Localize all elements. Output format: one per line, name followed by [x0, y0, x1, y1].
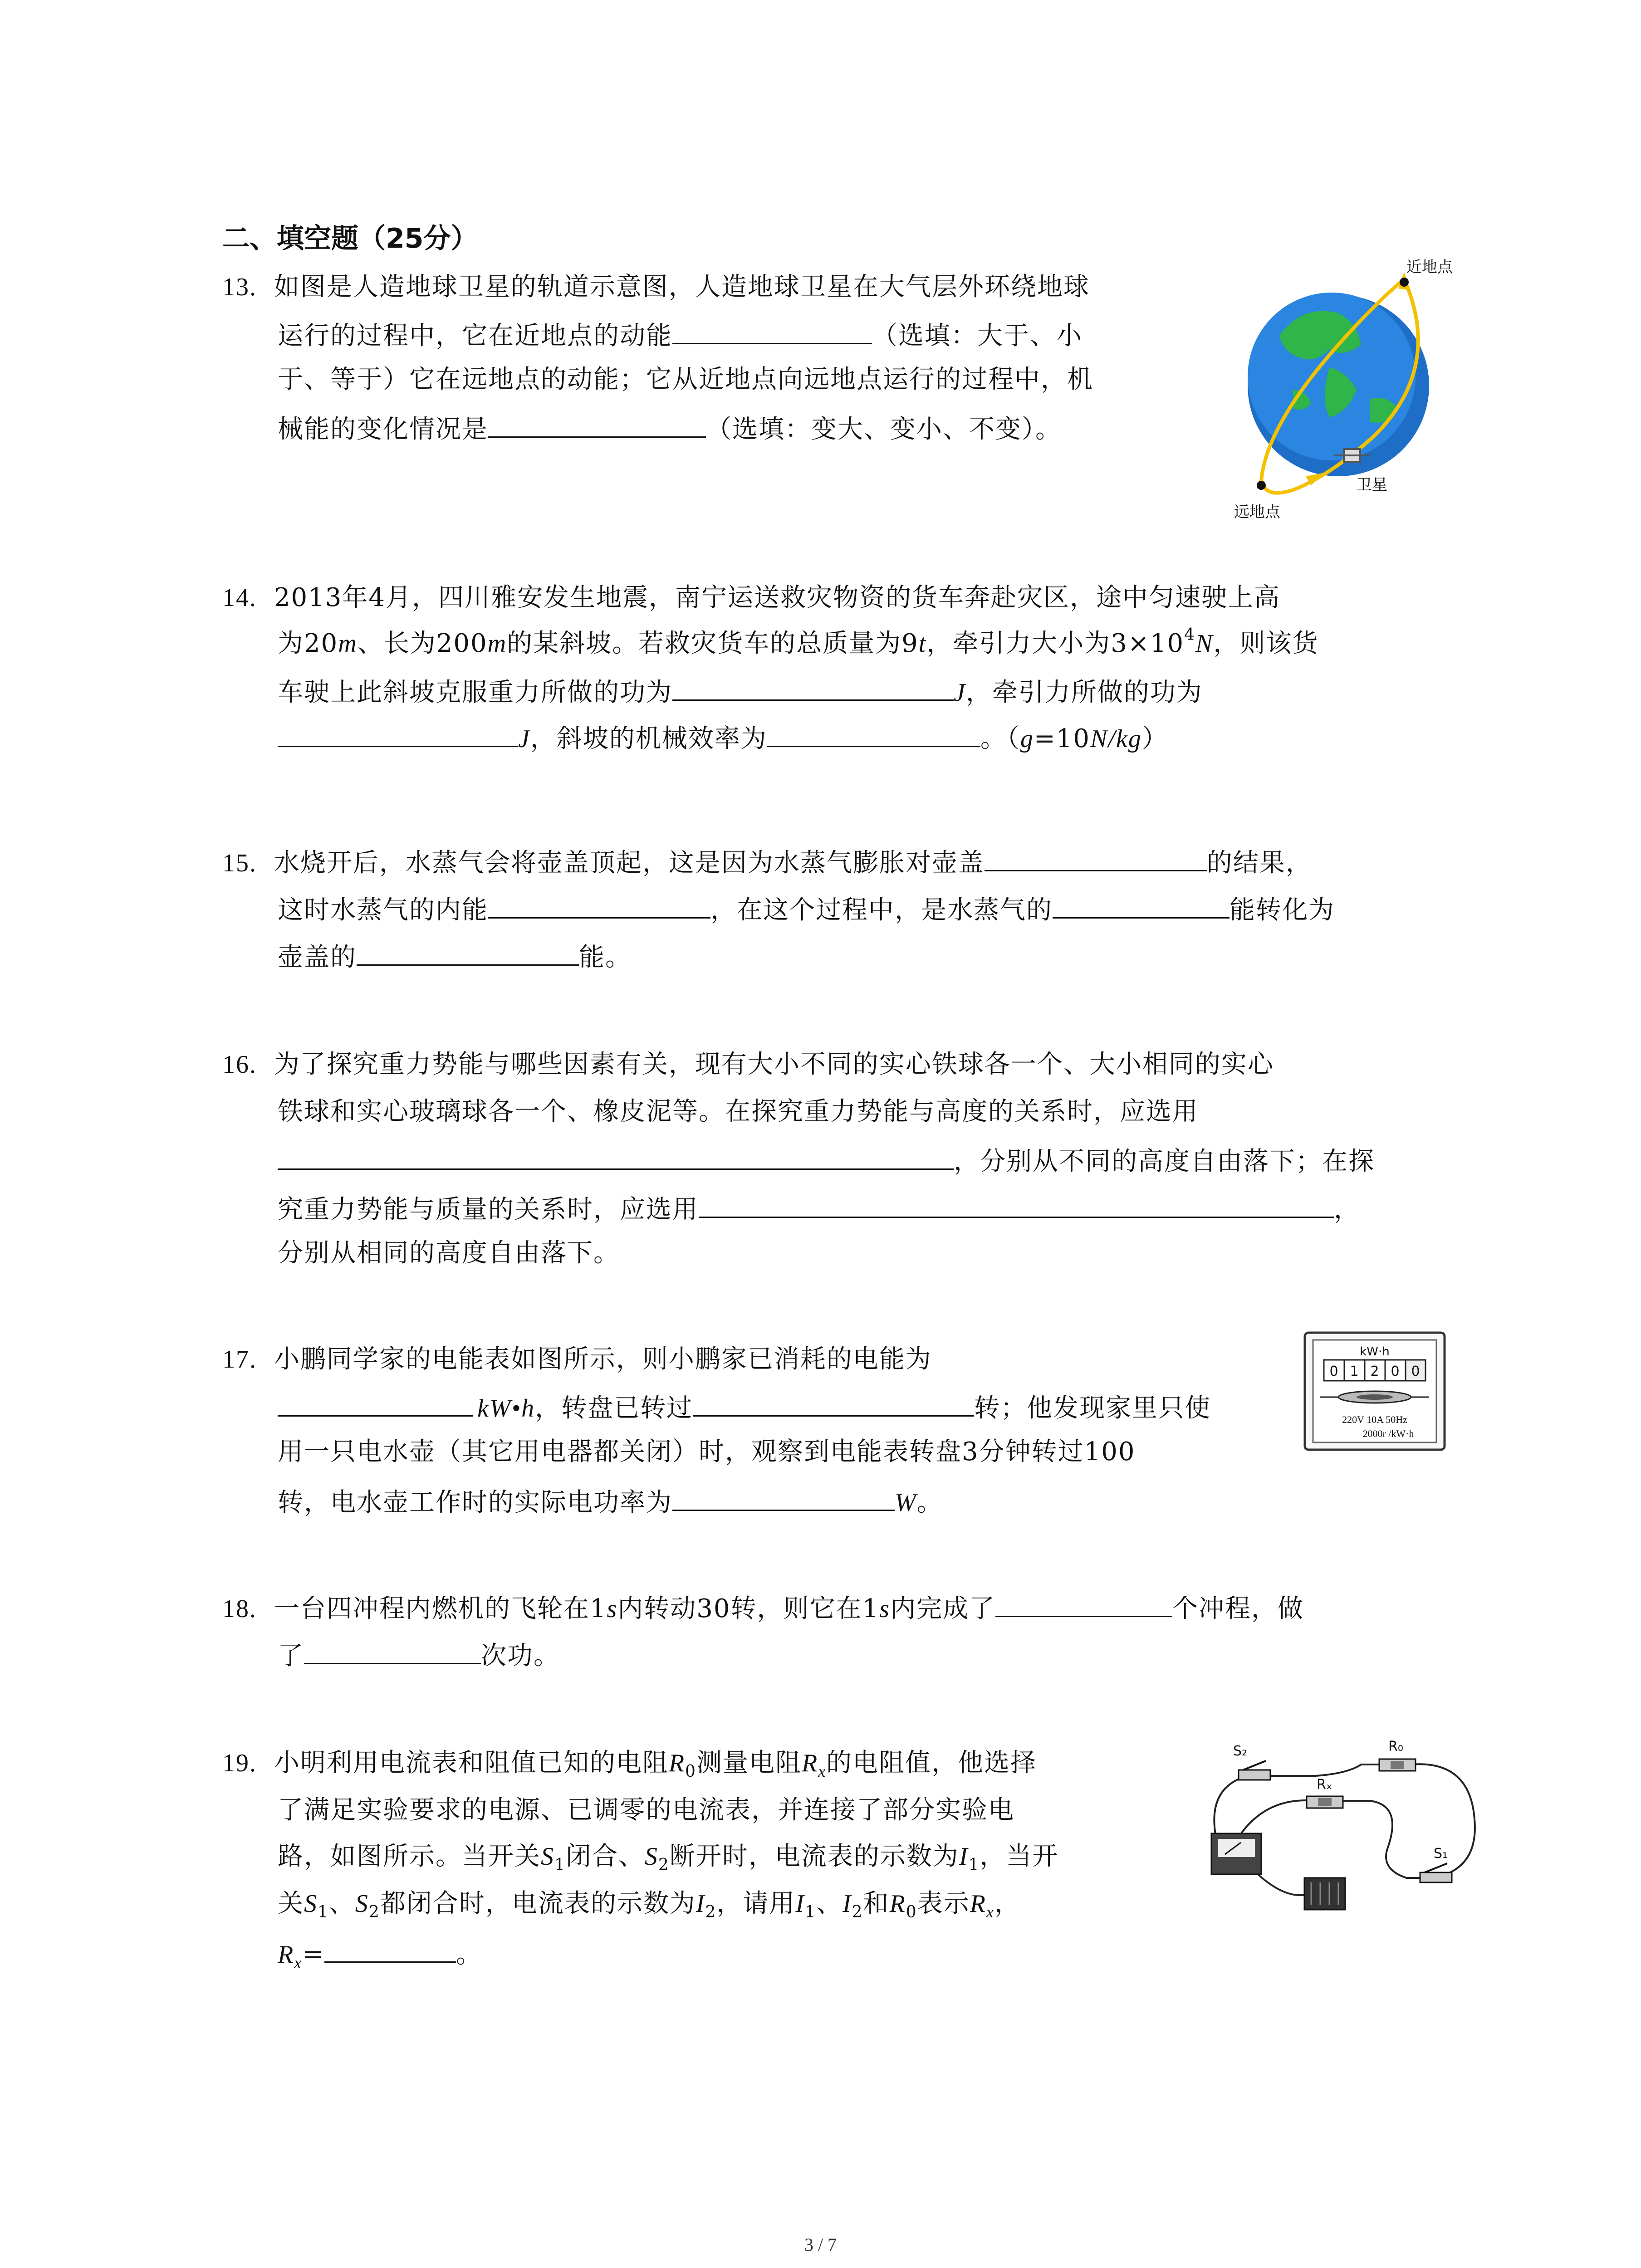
question-text: 械能的变化情况是 — [278, 415, 488, 444]
question-text: 了满足实验要求的电源、已调零的电流表，并连接了部分实验电 — [278, 1795, 1014, 1825]
question-number: 17. — [222, 1345, 257, 1374]
question-text: （选填：大于、小 — [872, 321, 1083, 351]
svg-text:1: 1 — [1350, 1364, 1359, 1379]
resistor-r0-icon — [1379, 1759, 1416, 1771]
switch-s1-icon — [1420, 1863, 1452, 1882]
page-number: 3 / 7 — [804, 2234, 837, 2255]
question-number: 19. — [222, 1749, 257, 1777]
circuit-figure — [1198, 1733, 1488, 1923]
question-text: 铁球和实心玻璃球各一个、橡皮泥等。在探究重力势能与高度的关系时，应选用 — [278, 1097, 1199, 1126]
answer-blank[interactable] — [488, 411, 706, 438]
question-number: 14. — [222, 584, 257, 612]
resistor-rx-icon — [1307, 1796, 1343, 1808]
apogee-label: 远地点 — [1234, 503, 1280, 521]
answer-blank[interactable] — [672, 674, 954, 701]
svg-text:2: 2 — [1370, 1364, 1379, 1379]
battery-icon — [1304, 1878, 1345, 1910]
answer-blank[interactable] — [672, 1484, 895, 1511]
meter-digits — [1324, 1360, 1425, 1381]
answer-blank[interactable] — [488, 892, 710, 919]
answer-blank[interactable] — [324, 1936, 456, 1963]
answer-blank[interactable] — [278, 1390, 473, 1417]
answer-blank[interactable] — [357, 939, 579, 966]
perigee-label: 近地点 — [1406, 258, 1453, 276]
satellite-orbit-figure — [1225, 254, 1461, 535]
r0-label: R₀ — [1388, 1739, 1403, 1755]
section-title: 二、填空题（25分） — [222, 223, 478, 254]
meter-constant: 2000r /kW·h — [1362, 1428, 1414, 1439]
satellite-label: 卫星 — [1357, 476, 1387, 494]
question-text: 于、等于）它在远地点的动能；它从近地点向远地点运行的过程中，机 — [278, 365, 1093, 394]
meter-spec: 220V 10A 50Hz — [1342, 1414, 1407, 1425]
switch-s2-icon — [1239, 1761, 1270, 1780]
answer-blank[interactable] — [985, 845, 1207, 871]
answer-blank[interactable] — [693, 1390, 974, 1417]
answer-blank[interactable] — [995, 1590, 1172, 1617]
svg-text:0: 0 — [1411, 1364, 1420, 1379]
question-number: 15. — [222, 849, 257, 877]
exam-page: 二、填空题（25分） 13. 如图是人造地球卫星的轨道示意图，人造地球卫星在大气层外环绕地球 运行的过程中，它在近地点的动能 （选填：大于、小 于、等于）它在远地点的动能；它从近地点向远地点运行的过程中，机 械能的变化情况是 （选填：变大、变小、不变）。 近地点 远地点 卫星 14. 2013年4月，四川雅安发生地震，南宁运送救灾物资的货车奔赴灾区，途中匀速驶上高 为20m、长为200m的某斜坡。若救灾货车的总质量为9t，牵引力大小为$3\times 10^4N$，则该货 车驶上此斜坡克服重力所做的功为 J，牵引力所做的功为 J，斜坡的机械效率为 。（g=10N/kg） 15. 水烧开后，水蒸气会将壶盖顶起，这是因为水蒸气膨胀对壶盖 的结果， 这时水蒸气的内能 ，在这个过程中，是水蒸气的 能转化为 壶盖的 能。 16. 为了探究重力势能与哪些因素有关，现有大小不同的实心铁球各一个、大小相同的实心 铁球和实心玻璃球各一个、橡皮泥等。在探究重力势能与高度的关系时，应选用 ，分别从不同的高度自由落下；在探 究重力势能与质量的关系时，应选用 ， 分别从相同的高度自由落下。 17. 小鹏同学家的电能表如图所示，则小鹏家已消耗的电能为 kW•h，转盘已转过 转；他发现家里只使 用一只电水壶（其它用电器都关闭）时，观察到电能表转盘3分钟转过100 转，电水壶工作时的实际电功率为 W。 kW·h 0 1 2 0 0 220V 10A 50Hz 2000r /kW·h 18. 一台四冲程内燃机的飞轮在1s内转动30转，则它在1s内完成了 个冲程，做 了 次功。 19. 小明利用电流表和阻值已知的电阻$R_0$测量电阻$R_x$的电阻值，他选择 了满足实验要求的电源、已调零的电流表，并连接了部分实验电 路，如图所示。当开关$S_1$闭合、$S_2$断开时，电流表的示数为$I_1$，当开 关$S_1$、$S_2$都闭合时，电流表的示数为$I_2$，请用$I_1$、$I_2$和$R_0$表示$R_x$， $R_x=$ 。 S₂ R₀ Rₓ S₁ 3 / 7 — [0, 0, 1641, 2268]
question-text: （选填：变大、变小、不变）。 — [706, 415, 1062, 444]
ammeter-icon — [1211, 1833, 1261, 1874]
svg-text:0: 0 — [1329, 1364, 1338, 1379]
answer-blank[interactable] — [672, 318, 872, 344]
question-number: 18. — [222, 1595, 257, 1623]
question-text: 2013年4月，四川雅安发生地震，南宁运送救灾物资的货车奔赴灾区，途中匀速驶上高 — [274, 583, 1280, 612]
s1-label: S₁ — [1434, 1846, 1448, 1862]
meter-unit: kW·h — [1360, 1345, 1390, 1359]
answer-blank[interactable] — [1053, 892, 1230, 919]
rx-label: Rₓ — [1317, 1777, 1332, 1793]
answer-blank[interactable] — [304, 1637, 481, 1664]
electric-meter-figure — [1302, 1330, 1447, 1452]
answer-blank[interactable] — [767, 720, 980, 747]
question-number: 13. — [222, 273, 257, 301]
answer-blank[interactable] — [699, 1191, 1334, 1218]
question-text: 用一只电水壶（其它用电器都关闭）时，观察到电能表转盘3分钟转过100 — [278, 1437, 1136, 1466]
question-number: 16. — [222, 1051, 257, 1079]
question-text: 分别从相同的高度自由落下。 — [278, 1238, 620, 1268]
svg-text:0: 0 — [1391, 1364, 1400, 1379]
s2-label: S₂ — [1233, 1743, 1248, 1759]
answer-blank[interactable] — [278, 720, 518, 747]
question-text: 如图是人造地球卫星的轨道示意图，人造地球卫星在大气层外环绕地球 — [274, 272, 1090, 302]
question-text: 运行的过程中，它在近地点的动能 — [278, 321, 672, 351]
answer-blank[interactable] — [278, 1143, 954, 1170]
